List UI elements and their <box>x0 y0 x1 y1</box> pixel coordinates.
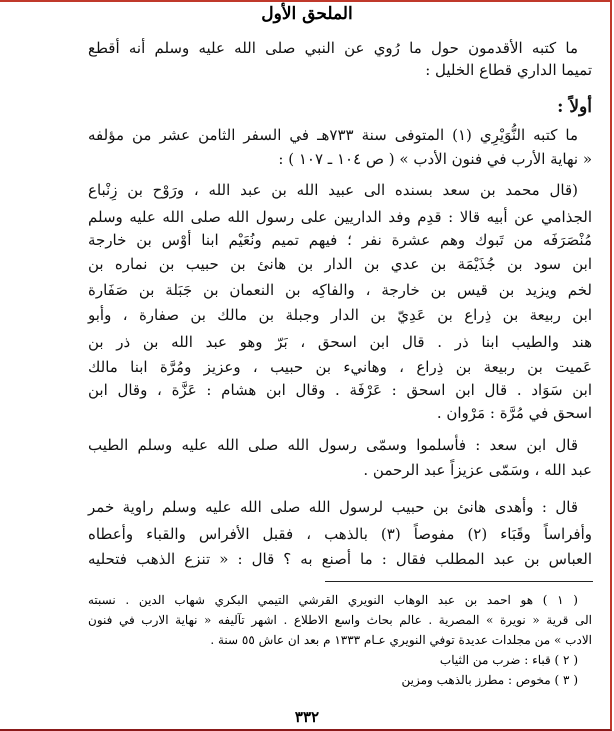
text-line: لخم ويزيد بن قيس بن خارجة ، والفاكِه بن النعمان بن جَبَلة بن صَفَارة <box>88 281 592 299</box>
footnote-line: ( ٢ ) قباء : ضرب من الثياب <box>439 653 578 667</box>
footnote-line: ( ٣ ) مخوص : مطرز بالذهب ومزين <box>401 673 578 687</box>
text-line: (قال محمد بن سعد بسنده الى عبيد الله بن عبد الله ، ورَوْح بن زِنْباع <box>88 181 578 199</box>
text-line: قال : وأهدى هانئ بن حبيب لرسول الله صلى الله عليه وسلم راوية خمر <box>88 498 578 516</box>
text-line: ابن ربيعة بن ذِراع بن عَدِيّ بن الدار وجبلة بن مالك بن صفارة ، وأبو <box>88 306 592 324</box>
section-heading: أولاً : <box>557 97 592 117</box>
text-line: ما كتبه النُّوَيْرِي (١) المتوفى سنة ٧٣٣هـ في السفر الثامن عشر من مؤلفه <box>88 126 578 144</box>
text-line: عبد الله ، وسَمّى عزيزاً عبد الرحمن . <box>363 461 592 479</box>
text-line: هند والطيب ابنا ذر . قال ابن اسحق ، بَرّ وهو عبد الله بن ذر بن <box>88 333 592 351</box>
footnote-line: الادب » من مجلدات عديدة توفي النويري عـام ١٣٣٣ م بعد ان عاش ٥٥ سنة . <box>210 633 592 647</box>
text-line: مُنْصَرَفَه من تَبوك وهم عشرة نفر ؛ فيهم تميم ونُعَيْم ابنا أوْس بن خارجة <box>88 231 592 249</box>
text-line: ابن سود بن جُذَيْمَة بن عدي بن الدار بن هانئ بن حبيب بن نماره بن <box>88 255 592 273</box>
footnote-divider <box>325 581 593 582</box>
text-line: الجذامي عن أبيه قالا : قدِم وفد الداريين على رسول الله صلى الله عليه وسلم <box>88 208 592 226</box>
text-line: « نهاية الأرب في فنون الأدب » ( ص ١٠٤ ـ ١٠٧ ) : <box>278 150 592 168</box>
page-title: الملحق الأول <box>261 4 353 24</box>
text-line: العباس بن عبد المطلب فقال : ما أصنع به ؟ قال : « تنزع الذهب فتحليه <box>88 550 592 568</box>
footnote-line: ( ١ ) هو احمد بن عبد الوهاب النويري القرشي التيمي البكري شهاب الدين . نسبته <box>88 593 578 607</box>
text-line: ما كتبه الأقدمون حول ما رُوي عن النبي صلى الله عليه وسلم أنه أقطع <box>88 39 578 57</box>
text-line: قال ابن سعد : فأسلموا وسمّى رسول الله صلى الله عليه وسلم الطيب <box>88 436 578 454</box>
text-line: ابن سَوَاد . قال ابن اسحق : عَرْفَة . وقال ابن هشام : عَزَّة ، وقال ابن <box>88 381 592 399</box>
text-line: عَميت بن ربيعة بن ذِراع ، وهانيء بن حبيب ، وعزيز ومُرَّة ابنا مالك <box>88 358 592 376</box>
footnote-line: الى قرية « نويرة » المصرية . عالم بحاث واسع الاطلاع . اشهر تآليفه « نهاية الارب في فنون <box>88 613 592 627</box>
text-line: تميما الداري قطاع الخليل : <box>425 61 592 79</box>
text-line: اسحق في مُرَّة : مَرْوان . <box>436 404 592 422</box>
page-number: ٣٣٢ <box>294 708 320 726</box>
text-line: وأفراساً وقَبَاء (٢) مفوصاً (٣) بالذهب ، فقبل الأفراس والقباء وأعطاه <box>88 525 592 543</box>
